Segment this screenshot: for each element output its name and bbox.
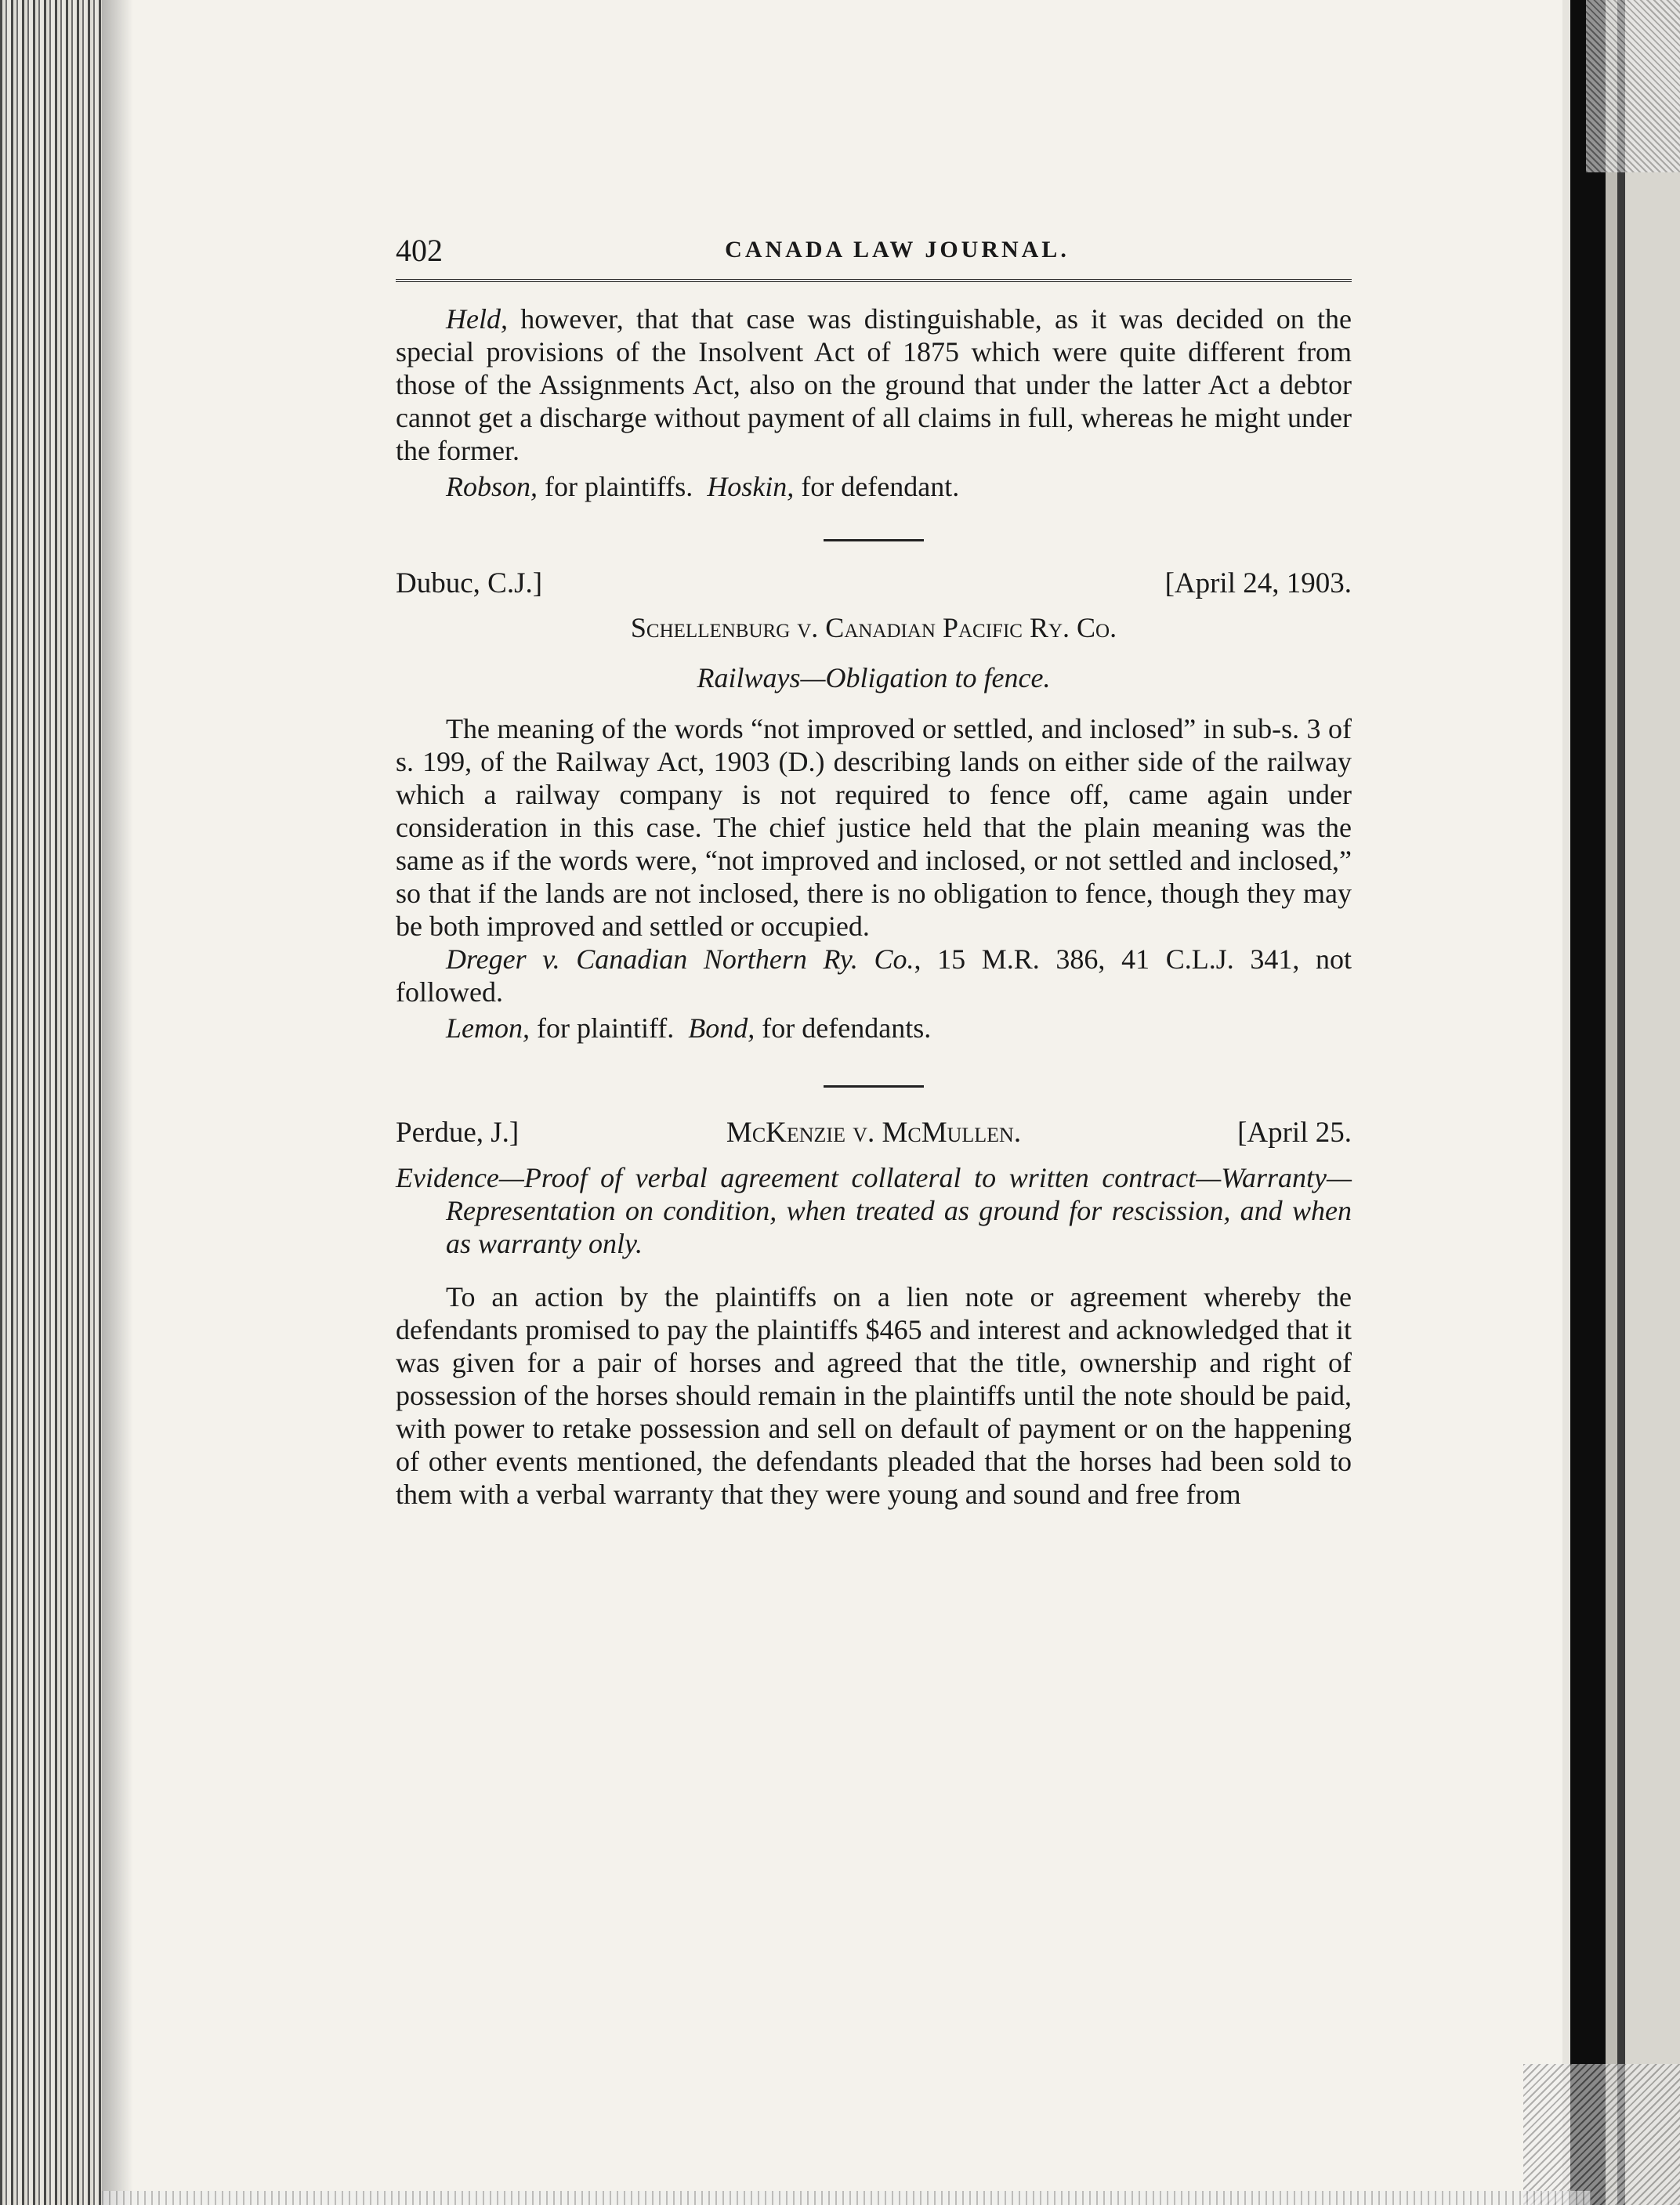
journal-page xyxy=(396,232,1352,1511)
case-body: To an action by the plaintiffs on a lien note or agreement whereby the defendants promised to pay the plaintiffs $465 and interest and acknowledged that it was given for a pair of horses and agreed that the title, ownership and right of possession of the horses should remain in the plaintiffs until the note should be paid, with power to retake possession and sell on default of payment or on the happening of other events mentioned, the defendants pleaded that the horses had been sold to them with a verbal warranty that they were young and sound and free from xyxy=(396,1281,1352,1510)
citation-rest: , 15 M.R. 386, 41 C.L.J. 341, not followed. xyxy=(396,943,1352,1008)
case-title: McKenzie v. McMullen. xyxy=(726,1117,1022,1149)
journal-title: CANADA LAW JOURNAL. xyxy=(725,237,1070,262)
case-date: [April 24, 1903. xyxy=(1164,567,1352,599)
scan-bottom-edge xyxy=(102,2191,1591,2205)
counsel-line-2 xyxy=(396,1012,1352,1045)
running-head xyxy=(396,232,1352,282)
held-label: Held, xyxy=(446,303,508,335)
defendant-counsel-role: for defendants. xyxy=(755,1012,932,1044)
scan-right-noise-top xyxy=(1586,0,1680,172)
case-body: The meaning of the words “not improved or settled, and inclosed” in sub-s. 3 of s. 199, of the Railway Act, 1903 (D.) describing lands on either side of the railway which a railway company is not required to fence off, came again under consideration in this case. The chief justice held that the plain meaning was the same as if the words were, “not improved and inclosed, or not settled and inclosed,” so that if the lands are not inclosed, there is no obligation to fence, though they may be both improved and settled or occupied. xyxy=(396,713,1352,942)
case-date: [April 25. xyxy=(1237,1117,1352,1149)
plaintiff-counsel-name: Robson, xyxy=(446,471,538,502)
scan-left-edge xyxy=(0,0,102,2205)
scan-left-shadow xyxy=(102,0,133,2205)
citation-line xyxy=(396,943,1352,1008)
defendant-counsel-name: Hoskin, xyxy=(707,471,795,502)
case-heading-2 xyxy=(396,1116,1352,1153)
cited-case: Dreger v. Canadian Northern Ry. Co. xyxy=(446,943,914,975)
defendant-counsel-role: for defendant. xyxy=(794,471,960,502)
held-text: however, that that case was distinguishable, as it was decided on the special provisions of the Insolvent Act of 1875 which were quite different from those of the Assignments Act, also on the ground that under the latter Act a debtor cannot get a discharge without payment of all claims in full, whereas he might under the former. xyxy=(396,303,1352,466)
held-paragraph xyxy=(396,302,1352,467)
scan-right-edge xyxy=(1562,0,1680,2205)
defendant-counsel-name: Bond, xyxy=(688,1012,755,1044)
case-title: Schellenburg v. Canadian Pacific Ry. Co. xyxy=(630,612,1117,643)
case-subject: Evidence—Proof of verbal agreement collateral to written contract—Warranty—Representation on condition, when treated as ground for rescission, and when as warranty only. xyxy=(396,1162,1352,1259)
plaintiff-counsel-name: Lemon, xyxy=(446,1012,530,1044)
scan-right-noise-bottom xyxy=(1523,2064,1680,2205)
plaintiff-counsel-role: for plaintiffs. xyxy=(538,471,693,502)
judge-name: Perdue, J.] xyxy=(396,1117,520,1149)
counsel-line-1 xyxy=(396,470,1352,503)
page-number: 402 xyxy=(396,233,443,268)
judge-name: Dubuc, C.J.] xyxy=(396,567,543,599)
plaintiff-counsel-role: for plaintiff. xyxy=(530,1012,675,1044)
case-heading-1 xyxy=(396,567,1352,604)
case-subject: Railways—Obligation to fence. xyxy=(697,662,1051,693)
